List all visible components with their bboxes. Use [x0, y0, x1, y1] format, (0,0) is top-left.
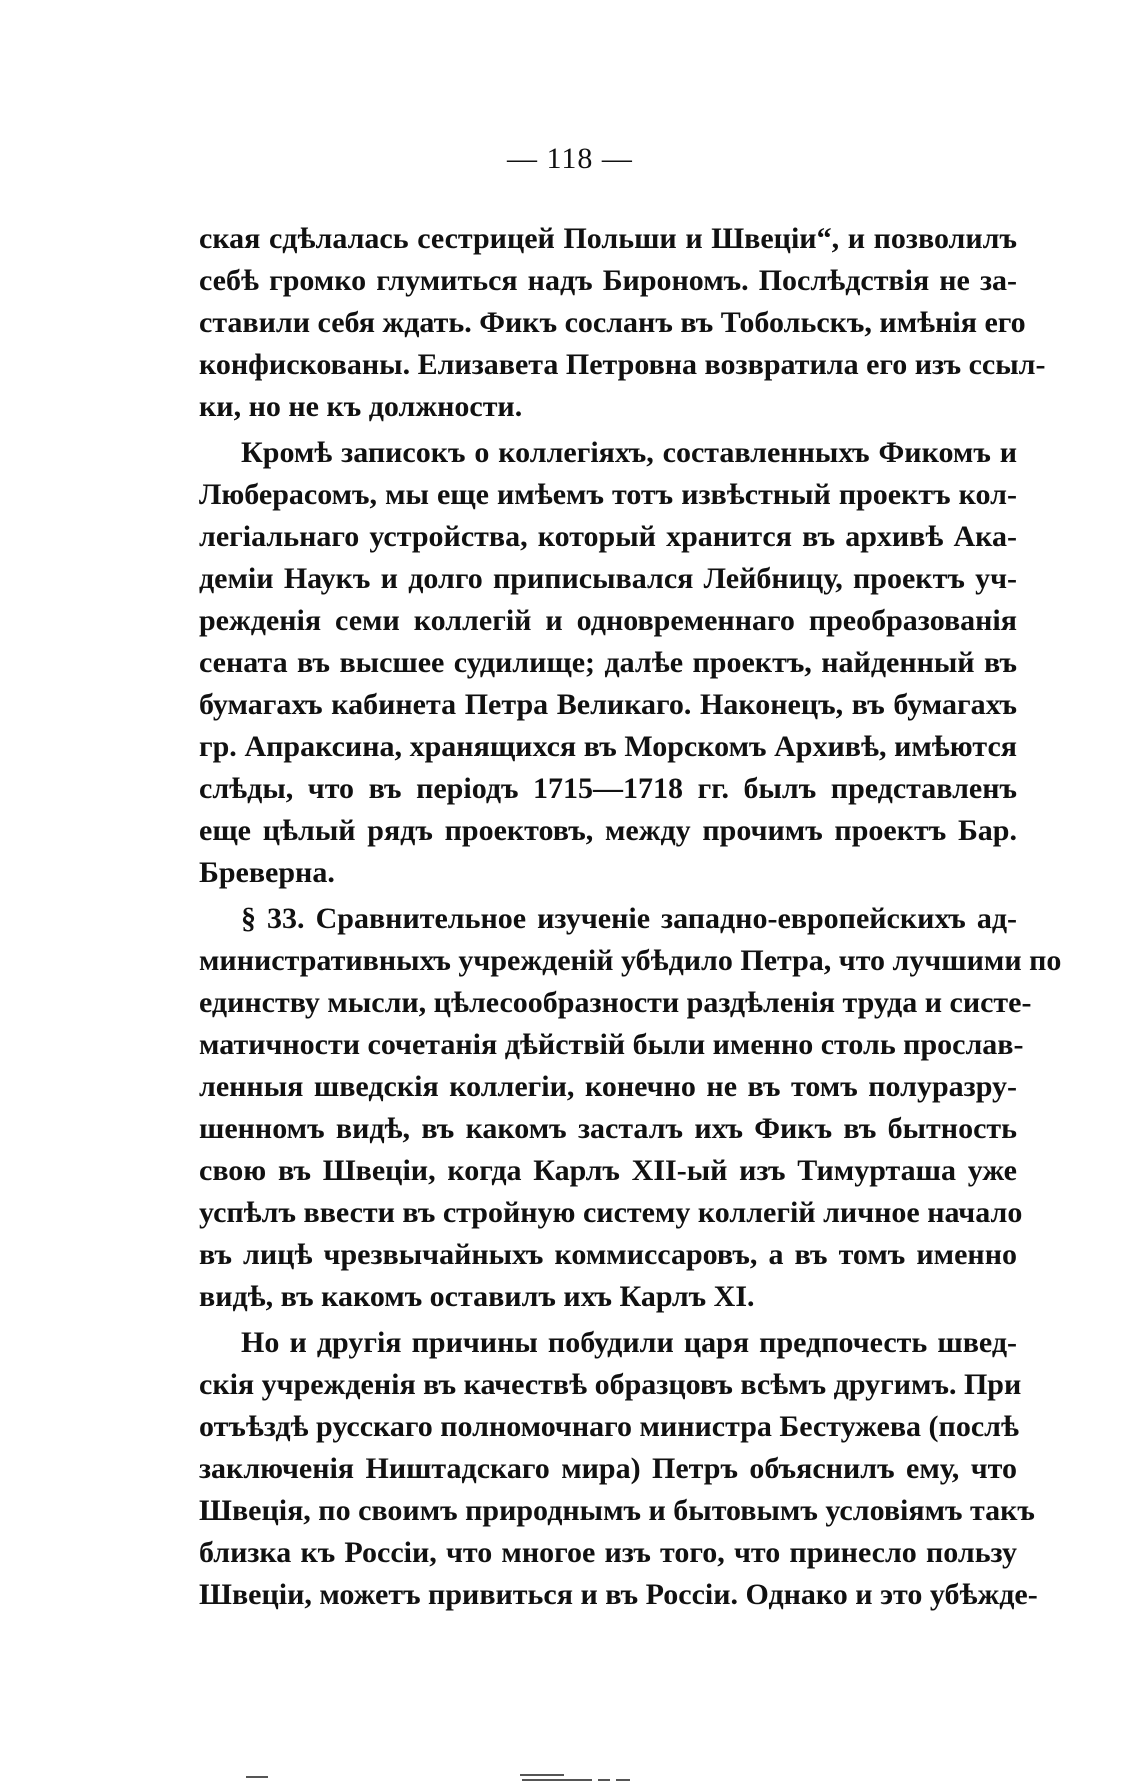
text-line: матичности сочетанія дѣйствій были именно столь прослав- [199, 1028, 1024, 1061]
body-text [199, 218, 1062, 1616]
text-line: Швеція, по своимъ природнымъ и бытовымъ условіямъ такъ [199, 1494, 1035, 1527]
text-line: ки, но не къ должности. [199, 390, 523, 423]
text-line: еще цѣлый рядъ проектовъ, между прочимъ проектъ Бар. [199, 814, 1017, 847]
text-line: отъѣздѣ русскаго полномочнаго министра Бестужева (послѣ [199, 1410, 1019, 1443]
scan-mark [522, 1779, 592, 1781]
text-line: успѣлъ ввести въ стройную систему коллегій личное начало [199, 1196, 1023, 1229]
text-line: себѣ громко глумиться надъ Бирономъ. Послѣдствія не за- [199, 264, 1017, 297]
text-line: слѣды, что въ періодъ 1715—1718 гг. былъ представленъ [199, 772, 1017, 805]
section-heading-line: § 33. Сравнительное изученіе западно-европейскихъ ад- [241, 902, 1017, 935]
text-line: режденія семи коллегій и одновременнаго преобразованія [199, 604, 1017, 637]
text-line: Люберасомъ, мы еще имѣемъ тотъ извѣстный проектъ кол- [199, 478, 1017, 511]
text-line: ленныя шведскія коллегіи, конечно не въ томъ полуразру- [199, 1070, 1017, 1103]
text-line: въ лицѣ чрезвычайныхъ коммиссаровъ, а въ томъ именно [199, 1238, 1017, 1271]
text-line: бумагахъ кабинета Петра Великаго. Наконецъ, въ бумагахъ [199, 688, 1017, 721]
scan-mark [246, 1776, 268, 1778]
text-line: шенномъ видѣ, въ какомъ засталъ ихъ Фикъ въ бытность [199, 1112, 1017, 1145]
text-line: Бреверна. [199, 856, 335, 889]
text-line: сената въ высшее судилище; далѣе проектъ, найденный въ [199, 646, 1017, 679]
text-line: гр. Апраксина, хранящихся въ Морскомъ Архивѣ, имѣются [199, 730, 1017, 763]
text-line: легіальнаго устройства, который хранится въ архивѣ Ака- [199, 520, 1017, 553]
text-line: деміи Наукъ и долго приписывался Лейбницу, проектъ уч- [199, 562, 1017, 595]
text-line: свою въ Швеціи, когда Карлъ XII-ый изъ Тимурташа уже [199, 1154, 1017, 1187]
text-line: конфискованы. Елизавета Петровна возвратила его изъ ссыл- [199, 348, 1046, 381]
text-line: близка къ Россіи, что многое изъ того, что принесло пользу [199, 1536, 1017, 1569]
page-number: — 118 — [507, 142, 633, 175]
text-line: министративныхъ учрежденій убѣдило Петра, что лучшими по [199, 944, 1062, 977]
text-line: видѣ, въ какомъ оставилъ ихъ Карлъ XI. [199, 1280, 755, 1313]
scan-mark [598, 1779, 610, 1781]
text-line: Но и другія причины побудили царя предпочесть швед- [241, 1326, 1017, 1359]
scan-mark [520, 1774, 564, 1776]
text-line: скія учрежденія въ качествѣ образцовъ всѣмъ другимъ. При [199, 1368, 1022, 1401]
text-line: ставили себя ждать. Фикъ сосланъ въ Тобольскъ, имѣнія его [199, 306, 1026, 339]
text-line: ская сдѣлалась сестрицей Польши и Швеціи“, и позволилъ [199, 222, 1017, 255]
text-line: Кромѣ записокъ о коллегіяхъ, составленныхъ Фикомъ и [241, 436, 1017, 469]
text-line: единству мысли, цѣлесообразности раздѣленія труда и систе- [199, 986, 1032, 1019]
text-line: заключенія Ништадскаго мира) Петръ объяснилъ ему, что [199, 1452, 1017, 1485]
scan-mark [616, 1779, 630, 1781]
scan-edge-marks [0, 1772, 1140, 1786]
text-line: Швеціи, можетъ привиться и въ Россіи. Однако и это убѣжде- [199, 1578, 1038, 1611]
